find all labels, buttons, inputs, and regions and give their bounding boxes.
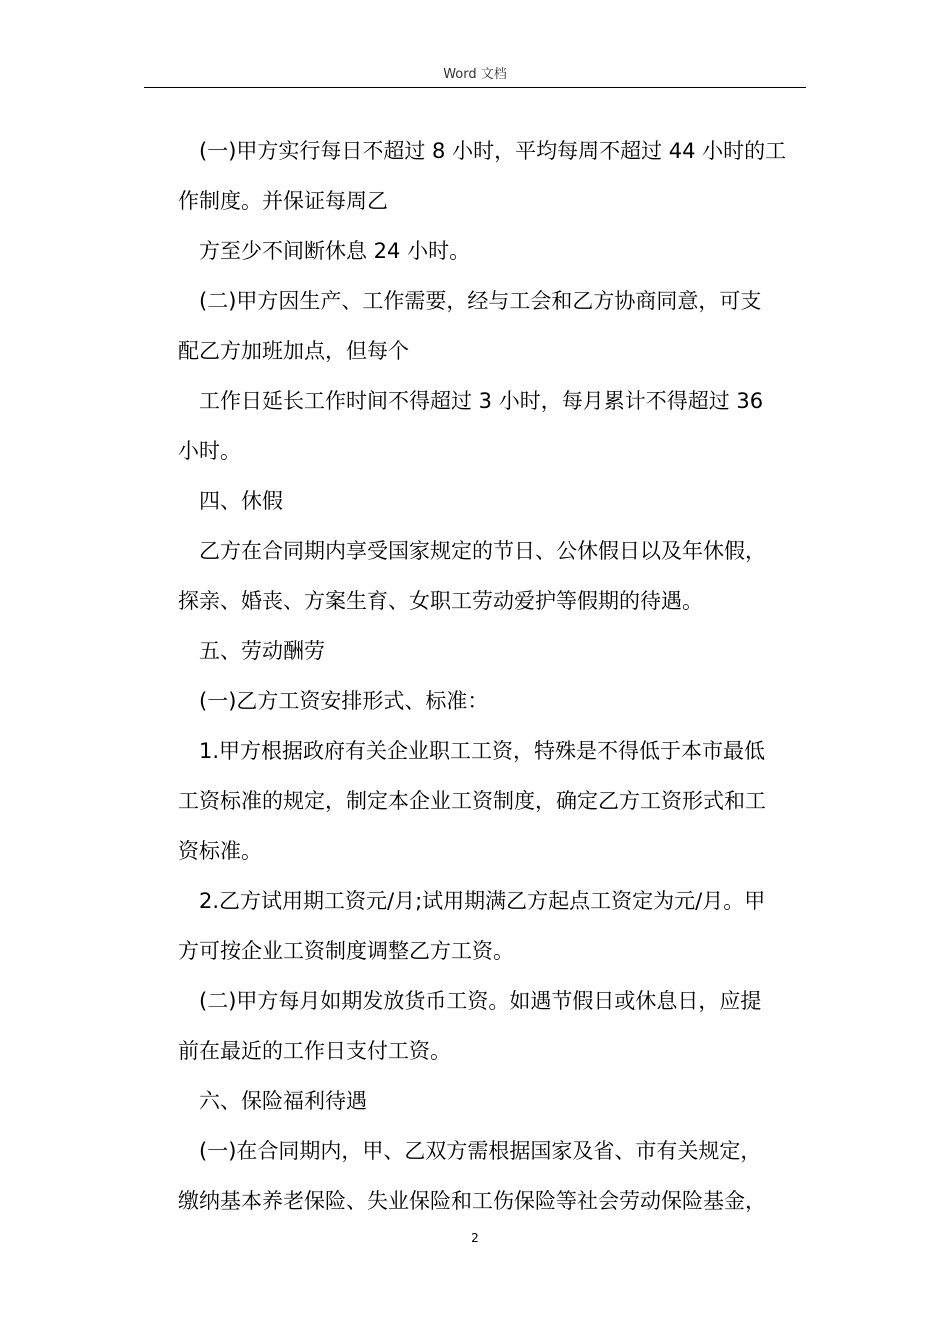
text-line: 工作日延长工作时间不得超过 3 小时，每月累计不得超过 36	[199, 389, 764, 413]
text-line: 乙方在合同期内享受国家规定的节日、公休假日以及年休假，	[199, 539, 766, 563]
text-line: 资标准。	[178, 839, 262, 863]
document-header-title: Word 文档	[443, 67, 507, 82]
page-number: 2	[471, 1231, 479, 1245]
text-line: 作制度。并保证每周乙	[178, 189, 388, 213]
text-line: 前在最近的工作日支付工资。	[178, 1039, 451, 1063]
text-line: 2.乙方试用期工资元/月;试用期满乙方起点工资定为元/月。甲	[199, 889, 766, 913]
text-line: (一)乙方工资安排形式、标准：	[199, 689, 489, 713]
text-line: 六、保险福利待遇	[199, 1089, 367, 1113]
text-line: 方可按企业工资制度调整乙方工资。	[178, 939, 514, 963]
text-line: 四、休假	[199, 489, 283, 513]
text-line: 五、劳动酬劳	[199, 639, 325, 663]
text-line: 1.甲方根据政府有关企业职工工资，特殊是不得低于本市最低	[199, 739, 766, 763]
text-line: 配乙方加班加点，但每个	[178, 339, 409, 363]
text-line: (一)甲方实行每日不超过 8 小时，平均每周不超过 44 小时的工	[199, 139, 787, 163]
text-line: 工资标准的规定，制定本企业工资制度，确定乙方工资形式和工	[178, 789, 766, 813]
text-line: 小时。	[178, 439, 241, 463]
header-divider	[144, 87, 806, 88]
text-line: 缴纳基本养老保险、失业保险和工伤保险等社会劳动保险基金，	[178, 1189, 766, 1213]
text-line: (二)甲方每月如期发放货币工资。如遇节假日或休息日，应提	[199, 989, 762, 1013]
text-line: 探亲、婚丧、方案生育、女职工劳动爱护等假期的待遇。	[178, 589, 703, 613]
text-line: 方至少不间断休息 24 小时。	[199, 239, 471, 263]
text-line: (一)在合同期内，甲、乙双方需根据国家及省、市有关规定，	[199, 1139, 762, 1163]
text-line: (二)甲方因生产、工作需要，经与工会和乙方协商同意，可支	[199, 289, 762, 313]
document-body	[178, 126, 806, 1226]
